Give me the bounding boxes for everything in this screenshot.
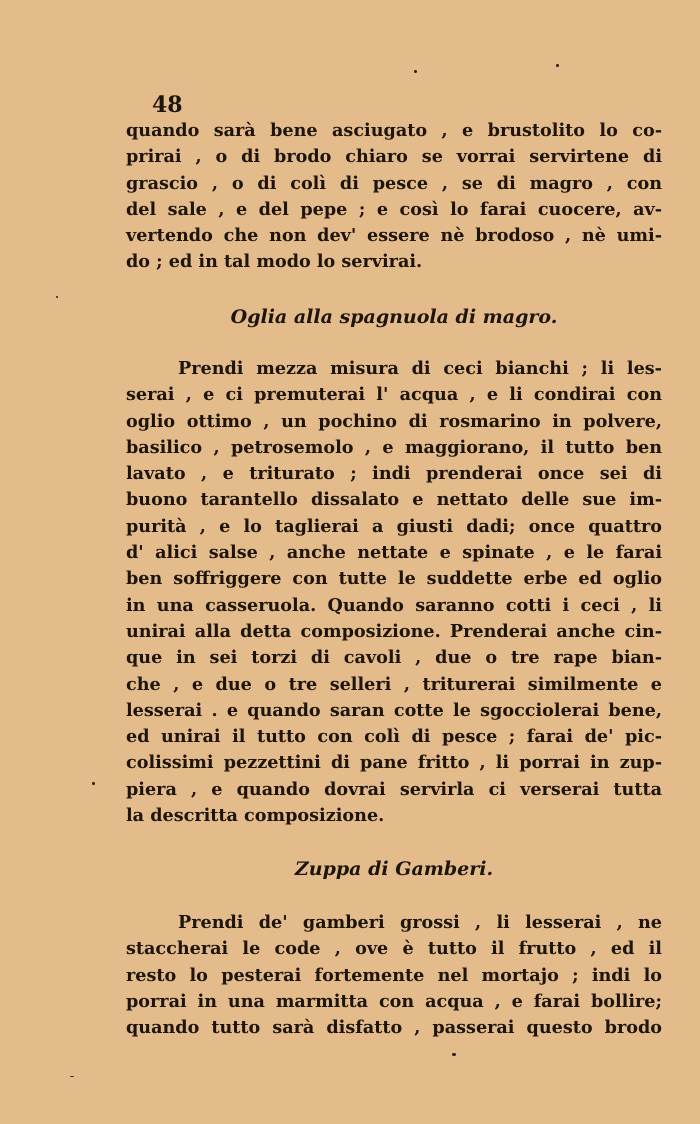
text-line: quando sarà bene asciugato , e brustolito lo co- bbox=[126, 120, 662, 141]
oglia-paragraph bbox=[126, 356, 662, 829]
intro-paragraph bbox=[126, 118, 662, 276]
paper-speck bbox=[452, 1053, 456, 1056]
paper-speck bbox=[556, 64, 559, 67]
paper-speck bbox=[56, 296, 58, 298]
text-line: purità , e lo taglierai a giusti dadi; once quattro bbox=[126, 515, 662, 537]
text-line: lesserai . e quando saran cotte le sgocciolerai bene, bbox=[126, 699, 662, 721]
section-title-zuppa: Zuppa di Gamberi. bbox=[294, 858, 494, 880]
text-line: grascio , o di colì di pesce , se di magro , con bbox=[126, 172, 662, 194]
text-line: basilico , petrosemolo , e maggiorano, il tutto ben bbox=[126, 436, 662, 458]
text-line: Prendi mezza misura di ceci bianchi ; li les- bbox=[178, 358, 662, 379]
text-line: piera , e quando dovrai servirla ci verserai tutta bbox=[126, 778, 662, 800]
text-line: d' alici salse , anche nettate e spinate , e le farai bbox=[126, 542, 662, 564]
paper-speck bbox=[92, 782, 95, 785]
text-line: colissimi pezzettini di pane fritto , li porrai in zup- bbox=[126, 752, 662, 774]
text-line: Prendi de' gamberi grossi , li lesserai , ne bbox=[178, 912, 662, 933]
text-line: unirai alla detta composizione. Prenderai anche cin- bbox=[126, 620, 662, 642]
text-line: la descritta composizione. bbox=[126, 805, 385, 827]
text-line: porrai in una marmitta con acqua , e farai bollire; bbox=[126, 990, 662, 1012]
page-number: 48 bbox=[152, 92, 183, 118]
paper-speck bbox=[70, 1076, 74, 1077]
text-line: del sale , e del pepe ; e così lo farai cuocere, av- bbox=[126, 198, 662, 220]
paper-speck bbox=[414, 70, 417, 73]
text-line: staccherai le code , ove è tutto il frutto , ed il bbox=[126, 938, 662, 960]
section-title-oglia: Oglia alla spagnuola di magro. bbox=[230, 306, 558, 328]
text-line: serai , e ci premuterai l' acqua , e li condirai con bbox=[126, 384, 662, 406]
text-line: lavato , e triturato ; indi prenderai once sei di bbox=[126, 463, 662, 485]
text-line: do ; ed in tal modo lo servirai. bbox=[126, 251, 423, 273]
text-line: buono tarantello dissalato e nettato delle sue im- bbox=[126, 489, 662, 511]
text-line: quando tutto sarà disfatto , passerai questo brodo bbox=[126, 1017, 662, 1039]
text-line: vertendo che non dev' essere nè brodoso , nè umi- bbox=[126, 225, 662, 247]
text-line: que in sei torzi di cavoli , due o tre rape bian- bbox=[126, 647, 662, 669]
text-line: in una casseruola. Quando saranno cotti i ceci , li bbox=[126, 594, 662, 616]
text-line: che , e due o tre selleri , triturerai similmente e bbox=[126, 673, 662, 695]
zuppa-paragraph bbox=[126, 910, 662, 1041]
text-line: resto lo pesterai fortemente nel mortajo ; indi lo bbox=[126, 964, 662, 986]
text-line: oglio ottimo , un pochino di rosmarino in polvere, bbox=[126, 410, 662, 432]
text-line: ed unirai il tutto con colì di pesce ; farai de' pic- bbox=[126, 726, 662, 748]
text-line: ben soffriggere con tutte le suddette erbe ed oglio bbox=[126, 568, 662, 590]
text-line: prirai , o di brodo chiaro se vorrai servirtene di bbox=[126, 146, 662, 168]
